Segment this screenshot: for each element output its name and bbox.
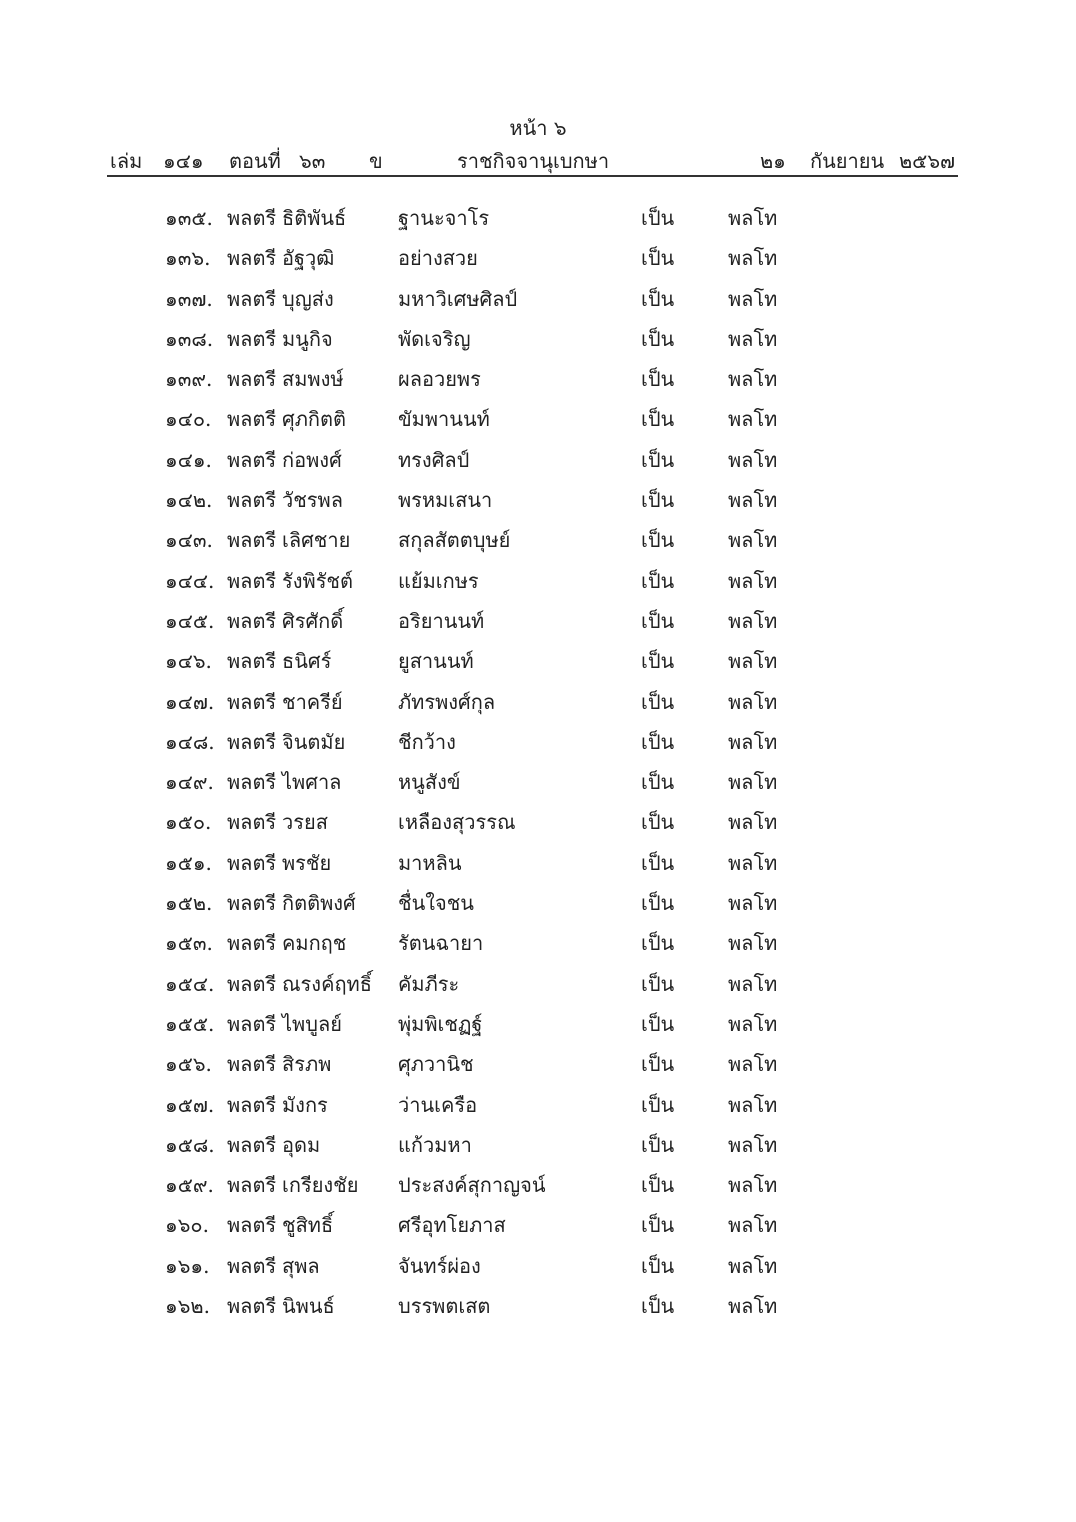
- item-number: ๑๖๐.: [165, 1213, 209, 1238]
- current-rank: พลตรี: [227, 649, 277, 674]
- given-name: มนูกิจ: [282, 326, 333, 351]
- family-name: พุ่มพิเชฏฐ์: [398, 1011, 483, 1036]
- new-rank: พลโท: [728, 246, 778, 271]
- new-rank: พลโท: [728, 608, 778, 633]
- given-name: ธิติพันธ์: [282, 206, 347, 230]
- new-rank: พลโท: [728, 1294, 778, 1319]
- current-rank: พลตรี: [227, 1132, 277, 1157]
- date-year: ๒๕๖๗: [899, 149, 956, 173]
- promotion-word: เป็น: [641, 528, 675, 553]
- volume-label: เล่ม: [110, 149, 143, 173]
- item-number: ๑๕๖.: [165, 1052, 212, 1077]
- given-name: นิพนธ์: [282, 1294, 335, 1319]
- section-letter: ข: [369, 149, 383, 173]
- promotion-word: เป็น: [641, 649, 675, 674]
- list-item: [0, 1044, 1076, 1084]
- date-month: กันยายน: [810, 149, 885, 173]
- list-item: [0, 561, 1076, 601]
- promotion-word: เป็น: [641, 1011, 675, 1036]
- item-number: ๑๕๓.: [165, 931, 213, 956]
- family-name: ประสงค์สุกาญจน์: [398, 1173, 546, 1198]
- page-number: หน้า ๖: [509, 116, 567, 140]
- family-name: หนูสังข์: [398, 770, 461, 795]
- family-name: ว่านเครือ: [398, 1092, 478, 1117]
- current-rank: พลตรี: [227, 1253, 277, 1278]
- family-name: ขัมพานนท์: [398, 407, 490, 432]
- promotion-word: เป็น: [641, 608, 675, 633]
- current-rank: พลตรี: [227, 568, 277, 593]
- given-name: ชูสิทธิ์: [282, 1213, 334, 1238]
- family-name: ศรีอุทโยภาส: [398, 1213, 506, 1238]
- new-rank: พลโท: [728, 971, 778, 996]
- family-name: ชีกว้าง: [398, 729, 456, 754]
- promotion-word: เป็น: [641, 1052, 675, 1077]
- promotion-word: เป็น: [641, 931, 675, 956]
- family-name: ศุภวานิช: [398, 1052, 474, 1077]
- item-number: ๑๔๐.: [165, 407, 212, 432]
- given-name: ศิรศักดิ์: [282, 608, 344, 633]
- promotion-word: เป็น: [641, 1092, 675, 1117]
- list-item: [0, 601, 1076, 641]
- current-rank: พลตรี: [227, 850, 277, 875]
- family-name: บรรพตเสต: [398, 1294, 491, 1319]
- promotion-word: เป็น: [641, 689, 675, 714]
- new-rank: พลโท: [728, 1173, 778, 1198]
- current-rank: พลตรี: [227, 286, 277, 311]
- given-name: ศุภกิตติ: [282, 407, 346, 432]
- family-name: อริยานนท์: [398, 608, 485, 633]
- family-name: ชื่นใจชน: [398, 891, 474, 916]
- given-name: ธนิศร์: [282, 649, 332, 674]
- item-number: ๑๕๙.: [165, 1173, 214, 1198]
- list-item: [0, 279, 1076, 319]
- current-rank: พลตรี: [227, 971, 277, 996]
- list-item: [0, 843, 1076, 883]
- item-number: ๑๔๙.: [165, 770, 214, 795]
- current-rank: พลตรี: [227, 1011, 277, 1036]
- promotion-word: เป็น: [641, 891, 675, 916]
- given-name: สมพงษ์: [282, 367, 344, 392]
- family-name: แย้มเกษร: [398, 568, 479, 593]
- header-divider: [107, 175, 958, 177]
- current-rank: พลตรี: [227, 528, 277, 553]
- promotion-word: เป็น: [641, 1253, 675, 1278]
- item-number: ๑๔๕.: [165, 608, 215, 633]
- current-rank: พลตรี: [227, 326, 277, 351]
- current-rank: พลตรี: [227, 1294, 277, 1319]
- given-name: อุดม: [282, 1132, 321, 1157]
- given-name: เลิศชาย: [282, 528, 351, 553]
- item-number: ๑๔๖.: [165, 649, 212, 674]
- given-name: คมกฤช: [282, 931, 347, 956]
- new-rank: พลโท: [728, 1092, 778, 1117]
- family-name: อย่างสวย: [398, 246, 478, 271]
- new-rank: พลโท: [728, 729, 778, 754]
- list-item: [0, 1085, 1076, 1125]
- item-number: ๑๓๕.: [165, 206, 213, 230]
- date-day: ๒๑: [760, 149, 786, 173]
- current-rank: พลตรี: [227, 891, 277, 916]
- list-item: [0, 722, 1076, 762]
- item-number: ๑๕๒.: [165, 891, 213, 916]
- list-item: [0, 1004, 1076, 1044]
- new-rank: พลโท: [728, 1213, 778, 1238]
- item-number: ๑๔๑.: [165, 447, 212, 472]
- item-number: ๑๖๒.: [165, 1294, 210, 1319]
- list-item: [0, 399, 1076, 439]
- given-name: สุพล: [282, 1253, 320, 1278]
- given-name: สิรภพ: [282, 1052, 332, 1077]
- new-rank: พลโท: [728, 1253, 778, 1278]
- new-rank: พลโท: [728, 689, 778, 714]
- current-rank: พลตรี: [227, 407, 277, 432]
- promotion-word: เป็น: [641, 447, 675, 472]
- current-rank: พลตรี: [227, 770, 277, 795]
- current-rank: พลตรี: [227, 1052, 277, 1077]
- item-number: ๑๔๔.: [165, 568, 215, 593]
- list-item: [0, 520, 1076, 560]
- item-number: ๑๕๑.: [165, 850, 212, 875]
- new-rank: พลโท: [728, 568, 778, 593]
- new-rank: พลโท: [728, 891, 778, 916]
- current-rank: พลตรี: [227, 367, 277, 392]
- current-rank: พลตรี: [227, 1092, 277, 1117]
- given-name: อัฐวุฒิ: [282, 246, 335, 271]
- gazette-name: ราชกิจจานุเบกษา: [457, 149, 610, 173]
- promotion-list: [0, 198, 1076, 1326]
- new-rank: พลโท: [728, 1052, 778, 1077]
- promotion-word: เป็น: [641, 1132, 675, 1157]
- current-rank: พลตรี: [227, 810, 277, 835]
- list-item: [0, 1246, 1076, 1286]
- given-name: กิตติพงศ์: [282, 891, 356, 916]
- promotion-word: เป็น: [641, 206, 675, 230]
- current-rank: พลตรี: [227, 1213, 277, 1238]
- current-rank: พลตรี: [227, 206, 277, 230]
- list-item: [0, 964, 1076, 1004]
- promotion-word: เป็น: [641, 1173, 675, 1198]
- new-rank: พลโท: [728, 1132, 778, 1157]
- new-rank: พลโท: [728, 407, 778, 432]
- family-name: เหลืองสุวรรณ: [398, 810, 516, 835]
- current-rank: พลตรี: [227, 608, 277, 633]
- given-name: มังกร: [282, 1092, 328, 1117]
- promotion-word: เป็น: [641, 246, 675, 271]
- promotion-word: เป็น: [641, 286, 675, 311]
- item-number: ๑๕๗.: [165, 1092, 215, 1117]
- new-rank: พลโท: [728, 488, 778, 513]
- promotion-word: เป็น: [641, 770, 675, 795]
- issue-number: ๖๓: [299, 149, 326, 173]
- issue-label: ตอนที่: [229, 149, 281, 173]
- given-name: เกรียงชัย: [282, 1173, 359, 1198]
- list-item: [0, 480, 1076, 520]
- family-name: ยูสานนท์: [398, 649, 474, 674]
- new-rank: พลโท: [728, 810, 778, 835]
- promotion-word: เป็น: [641, 407, 675, 432]
- given-name: จินตมัย: [282, 729, 346, 754]
- new-rank: พลโท: [728, 286, 778, 311]
- promotion-word: เป็น: [641, 810, 675, 835]
- family-name: สกุลสัตตบุษย์: [398, 528, 511, 553]
- new-rank: พลโท: [728, 1011, 778, 1036]
- item-number: ๑๕๕.: [165, 1011, 215, 1036]
- family-name: รัตนฉายา: [398, 931, 484, 956]
- list-item: [0, 682, 1076, 722]
- promotion-word: เป็น: [641, 326, 675, 351]
- new-rank: พลโท: [728, 447, 778, 472]
- given-name: ไพศาล: [282, 770, 342, 795]
- given-name: พรชัย: [282, 850, 332, 875]
- list-item: [0, 923, 1076, 963]
- item-number: ๑๕๘.: [165, 1132, 215, 1157]
- new-rank: พลโท: [728, 770, 778, 795]
- list-item: [0, 1165, 1076, 1205]
- item-number: ๑๓๖.: [165, 246, 211, 271]
- item-number: ๑๖๑.: [165, 1253, 210, 1278]
- item-number: ๑๔๓.: [165, 528, 213, 553]
- family-name: มหาวิเศษศิลป์: [398, 286, 518, 311]
- item-number: ๑๓๗.: [165, 286, 213, 311]
- list-item: [0, 1205, 1076, 1245]
- current-rank: พลตรี: [227, 729, 277, 754]
- list-item: [0, 440, 1076, 480]
- family-name: ทรงศิลป์: [398, 447, 470, 472]
- promotion-word: เป็น: [641, 568, 675, 593]
- list-item: [0, 359, 1076, 399]
- family-name: ผลอวยพร: [398, 367, 481, 392]
- item-number: ๑๔๘.: [165, 729, 215, 754]
- given-name: ชาครีย์: [282, 689, 343, 714]
- item-number: ๑๓๙.: [165, 367, 213, 392]
- running-header: [107, 145, 958, 175]
- volume-number: ๑๔๑: [163, 149, 204, 173]
- list-item: [0, 641, 1076, 681]
- family-name: ฐานะจาโร: [398, 206, 490, 230]
- family-name: พรหมเสนา: [398, 488, 493, 513]
- new-rank: พลโท: [728, 326, 778, 351]
- promotion-word: เป็น: [641, 1213, 675, 1238]
- new-rank: พลโท: [728, 649, 778, 674]
- current-rank: พลตรี: [227, 488, 277, 513]
- promotion-word: เป็น: [641, 367, 675, 392]
- current-rank: พลตรี: [227, 1173, 277, 1198]
- promotion-word: เป็น: [641, 488, 675, 513]
- given-name: บุญส่ง: [282, 286, 334, 311]
- family-name: แก้วมหา: [398, 1132, 472, 1157]
- promotion-word: เป็น: [641, 1294, 675, 1319]
- family-name: คัมภีระ: [398, 971, 460, 996]
- family-name: จันทร์ผ่อง: [398, 1253, 481, 1278]
- current-rank: พลตรี: [227, 246, 277, 271]
- list-item: [0, 883, 1076, 923]
- promotion-word: เป็น: [641, 971, 675, 996]
- list-item: [0, 1125, 1076, 1165]
- new-rank: พลโท: [728, 528, 778, 553]
- family-name: พัดเจริญ: [398, 326, 471, 351]
- list-item: [0, 319, 1076, 359]
- new-rank: พลโท: [728, 367, 778, 392]
- promotion-word: เป็น: [641, 729, 675, 754]
- item-number: ๑๔๗.: [165, 689, 215, 714]
- item-number: ๑๔๒.: [165, 488, 213, 513]
- list-item: [0, 238, 1076, 278]
- family-name: ภัทรพงศ์กุล: [398, 689, 496, 714]
- given-name: ณรงค์ฤทธิ์: [282, 971, 372, 996]
- given-name: รังพิรัชต์: [282, 568, 353, 593]
- given-name: ก่อพงศ์: [282, 447, 342, 472]
- given-name: วรยส: [282, 810, 328, 835]
- promotion-word: เป็น: [641, 850, 675, 875]
- current-rank: พลตรี: [227, 689, 277, 714]
- item-number: ๑๓๘.: [165, 326, 214, 351]
- current-rank: พลตรี: [227, 931, 277, 956]
- new-rank: พลโท: [728, 206, 778, 230]
- list-item: [0, 1286, 1076, 1326]
- current-rank: พลตรี: [227, 447, 277, 472]
- given-name: ไพบูลย์: [282, 1011, 342, 1036]
- new-rank: พลโท: [728, 931, 778, 956]
- list-item: [0, 762, 1076, 802]
- item-number: ๑๕๐.: [165, 810, 212, 835]
- item-number: ๑๕๔.: [165, 971, 215, 996]
- given-name: วัชรพล: [282, 488, 343, 513]
- new-rank: พลโท: [728, 850, 778, 875]
- family-name: มาหลิน: [398, 850, 462, 875]
- list-item: [0, 198, 1076, 238]
- list-item: [0, 802, 1076, 842]
